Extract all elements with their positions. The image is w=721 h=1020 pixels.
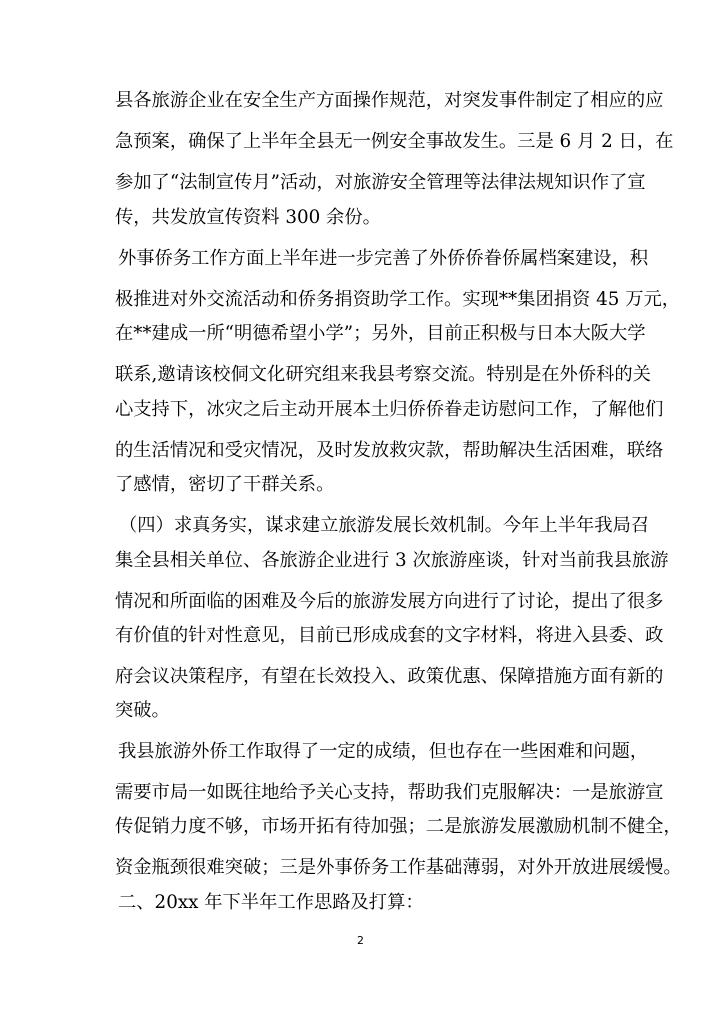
text-line: 资金瓶颈很难突破；三是外事侨务工作基础薄弱，对外开放进展缓慢。 [115, 857, 682, 878]
text-line: 县各旅游企业在安全生产方面操作规范，对突发事件制定了相应的应 [115, 90, 664, 111]
text-line: 突破。 [115, 700, 170, 721]
text-line: 府会议决策程序，有望在长效投入、政策优惠、保障措施方面有新的 [115, 666, 664, 687]
text-line: 极推进对外交流活动和侨务捐资助学工作。实现**集团捐资 45 万元， [115, 289, 681, 310]
text-line: 了感情，密切了干群关系。 [115, 474, 335, 495]
text-line: 我县旅游外侨工作取得了一定的成绩，但也存在一些困难和问题， [118, 741, 649, 762]
text-line: 集全县相关单位、各旅游企业进行 3 次旅游座谈，针对当前我县旅游 [115, 550, 669, 571]
text-line: 的生活情况和受灾情况，及时发放救灾款，帮助解决生活困难，联络 [115, 440, 664, 461]
text-line: 需要市局一如既往地给予关心支持，帮助我们克服解决：一是旅游宣 [115, 782, 664, 803]
section-heading: 二、20xx 年下半年工作思路及打算： [118, 892, 424, 913]
text-line: 有价值的针对性意见，目前已形成成套的文字材料，将进入县委、政 [115, 625, 664, 646]
text-line: 传，共发放宣传资料 300 余份。 [115, 207, 381, 228]
text-line: 外事侨务工作方面上半年进一步完善了外侨侨眷侨属档案建设，积 [118, 248, 649, 269]
text-line: 参加了“法制宣传月”活动，对旅游安全管理等法律法规知识作了宣 [115, 172, 646, 193]
text-line: 联系,邀请该校侗文化研究组来我县考察交流。特别是在外侨科的关 [115, 364, 651, 385]
text-line: 情况和所面临的困难及今后的旅游发展方向进行了讨论，提出了很多 [115, 591, 664, 612]
text-line: 在**建成一所“明德希望小学”；另外，目前正积极与日本大阪大学 [115, 323, 646, 344]
text-line: 急预案，确保了上半年全县无一例安全事故发生。三是 6 月 2 日，在 [115, 131, 674, 152]
text-line: 心支持下，冰灾之后主动开展本土归侨侨眷走访慰问工作，了解他们 [115, 399, 664, 420]
page-number: 2 [357, 934, 364, 947]
text-line: （四）求真务实，谋求建立旅游发展长效机制。今年上半年我局召 [119, 515, 650, 536]
text-line: 传促销力度不够，市场开拓有待加强；二是旅游发展激励机制不健全， [115, 816, 682, 837]
